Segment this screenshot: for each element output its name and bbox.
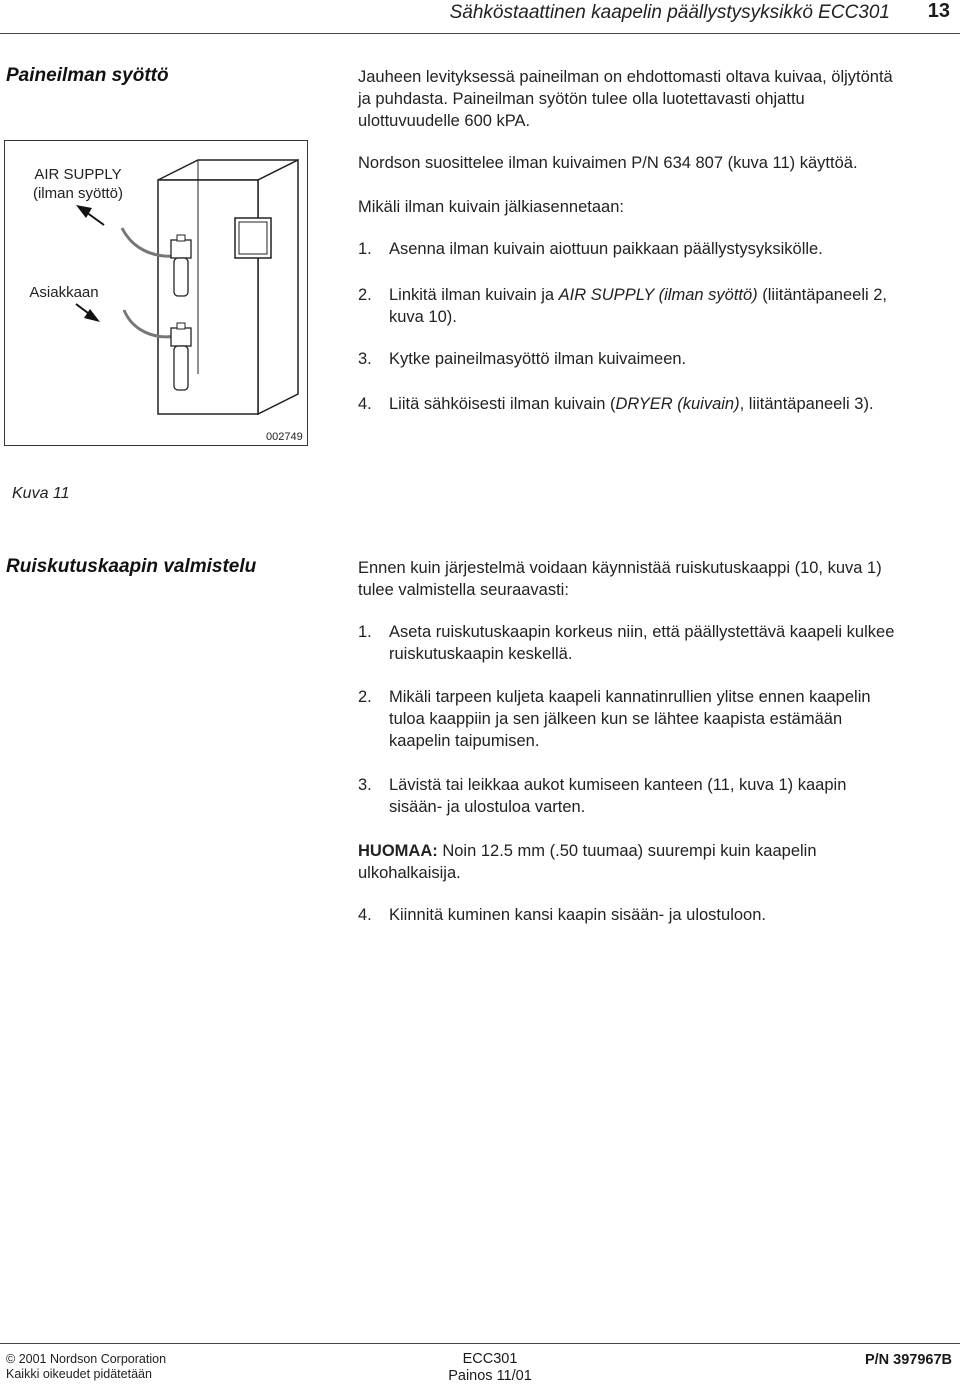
note-text: Noin 12.5 mm (.50 tuumaa) suurempi kuin kaapelin (437, 842, 817, 860)
step-text (389, 621, 959, 665)
air-dryer-illustration (4, 140, 308, 446)
step-item (358, 774, 958, 816)
step-number: 1. (358, 623, 372, 641)
step-item (358, 284, 958, 326)
note-text: ulkohalkaisija. (358, 864, 461, 882)
section-title-air-supply: Paineilman syöttö (6, 65, 169, 86)
intro-line: Ennen kuin järjestelmä voidaan käynnistää ruiskutuskaappi (10, kuva 1) (358, 559, 882, 577)
step-text-italic: DRYER (kuivain) (615, 395, 740, 413)
step-item (358, 393, 958, 415)
intro-line: Jauheen levityksessä paineilman on ehdottomasti oltava kuivaa, öljytöntä (358, 68, 893, 86)
step-line: Aseta ruiskutuskaapin korkeus niin, että päällystettävä kaapeli kulkee (389, 623, 895, 641)
rights-text: Kaikki oikeudet pidätetään (6, 1367, 152, 1381)
step-number: 2. (358, 688, 372, 706)
step-item (358, 238, 958, 260)
step-item (358, 686, 958, 750)
intro-line: ulottuvuudelle 600 kPA. (358, 112, 531, 130)
filter-icon (171, 235, 191, 296)
step-text-italic: AIR SUPPLY (ilman syöttö) (558, 286, 758, 304)
step-number: 2. (358, 286, 372, 304)
step-text-part: , liitäntäpaneeli 3). (739, 395, 874, 413)
intro-line: ja puhdasta. Paineilman syötön tulee olla luotettavasti ohjattu (358, 90, 805, 108)
step-number: 4. (358, 906, 372, 924)
booth-prep-intro (358, 557, 958, 601)
footer-copyright-block (6, 1352, 166, 1382)
step-item (358, 904, 958, 926)
step-text: Asenna ilman kuivain aiottuun paikkaan päällystysyksikölle. (389, 240, 823, 258)
note-line (358, 840, 958, 862)
intro-line: tulee valmistella seuraavasti: (358, 581, 569, 599)
step-text-part: kuva 10). (389, 308, 457, 326)
air-supply-label-line: AIR SUPPLY (34, 166, 122, 183)
step-line: Mikäli tarpeen kuljeta kaapeli kannatinrullien ylitse ennen kaapelin (389, 688, 871, 706)
dryer-recommendation: Nordson suosittelee ilman kuivaimen P/N 634 807 (kuva 11) käyttöä. (358, 154, 858, 172)
step-line: tuloa kaappiin ja sen jälkeen kun se lähtee kaapista estämään (389, 710, 843, 728)
step-text-part: (liitäntäpaneeli 2, (757, 286, 888, 304)
step-number: 4. (358, 395, 372, 413)
step-text (389, 686, 959, 752)
step-text: Kiinnitä kuminen kansi kaapin sisään- ja ulostuloon. (389, 906, 766, 924)
step-line: Lävistä tai leikkaa aukot kumiseen kanteen (11, kuva 1) kaapin (389, 776, 847, 794)
copyright-text: 2001 Nordson Corporation (18, 1352, 167, 1366)
copyright-icon: © (6, 1352, 16, 1366)
step-item (358, 621, 958, 663)
figure-caption: Kuva 11 (12, 485, 70, 502)
step-text (389, 393, 959, 415)
footer-divider (0, 1343, 960, 1344)
footer-center-block (440, 1351, 540, 1385)
step-line: ruiskutuskaapin keskellä. (389, 645, 573, 663)
footer-part-number: P/N 397967B (864, 1352, 952, 1368)
figure-id: 002749 (266, 431, 303, 443)
air-supply-intro (358, 66, 958, 132)
section-title-booth-prep: Ruiskutuskaapin valmistelu (6, 556, 257, 577)
note-label: HUOMAA: (358, 842, 438, 860)
step-line: sisään- ja ulostuloa varten. (389, 798, 586, 816)
step-item (358, 348, 958, 370)
arrow-up-left-icon (76, 205, 104, 225)
step-text (389, 774, 959, 818)
step-text (389, 284, 959, 328)
header-title: Sähköstaattinen kaapelin päällystysyksikkö ECC301 (449, 2, 890, 23)
step-number: 3. (358, 776, 372, 794)
page-number: 13 (927, 0, 950, 22)
footer-edition: Painos 11/01 (448, 1368, 532, 1384)
step-text-part: Liitä sähköisesti ilman kuivain ( (389, 395, 616, 413)
step-text-part: Linkitä ilman kuivain ja (389, 286, 559, 304)
arrow-down-right-icon (76, 304, 100, 322)
note-block (358, 840, 958, 884)
step-number: 1. (358, 240, 372, 258)
customer-label: Asiakkaan (29, 284, 99, 301)
step-number: 3. (358, 350, 372, 368)
retrofit-intro: Mikäli ilman kuivain jälkiasennetaan: (358, 198, 624, 216)
footer-model: ECC301 (462, 1351, 518, 1367)
step-line: kaapelin taipumisen. (389, 732, 540, 750)
filter-icon (171, 323, 191, 390)
header-divider (0, 33, 960, 34)
step-text: Kytke paineilmasyöttö ilman kuivaimeen. (389, 350, 687, 368)
air-supply-label-line: (ilman syöttö) (32, 185, 124, 202)
